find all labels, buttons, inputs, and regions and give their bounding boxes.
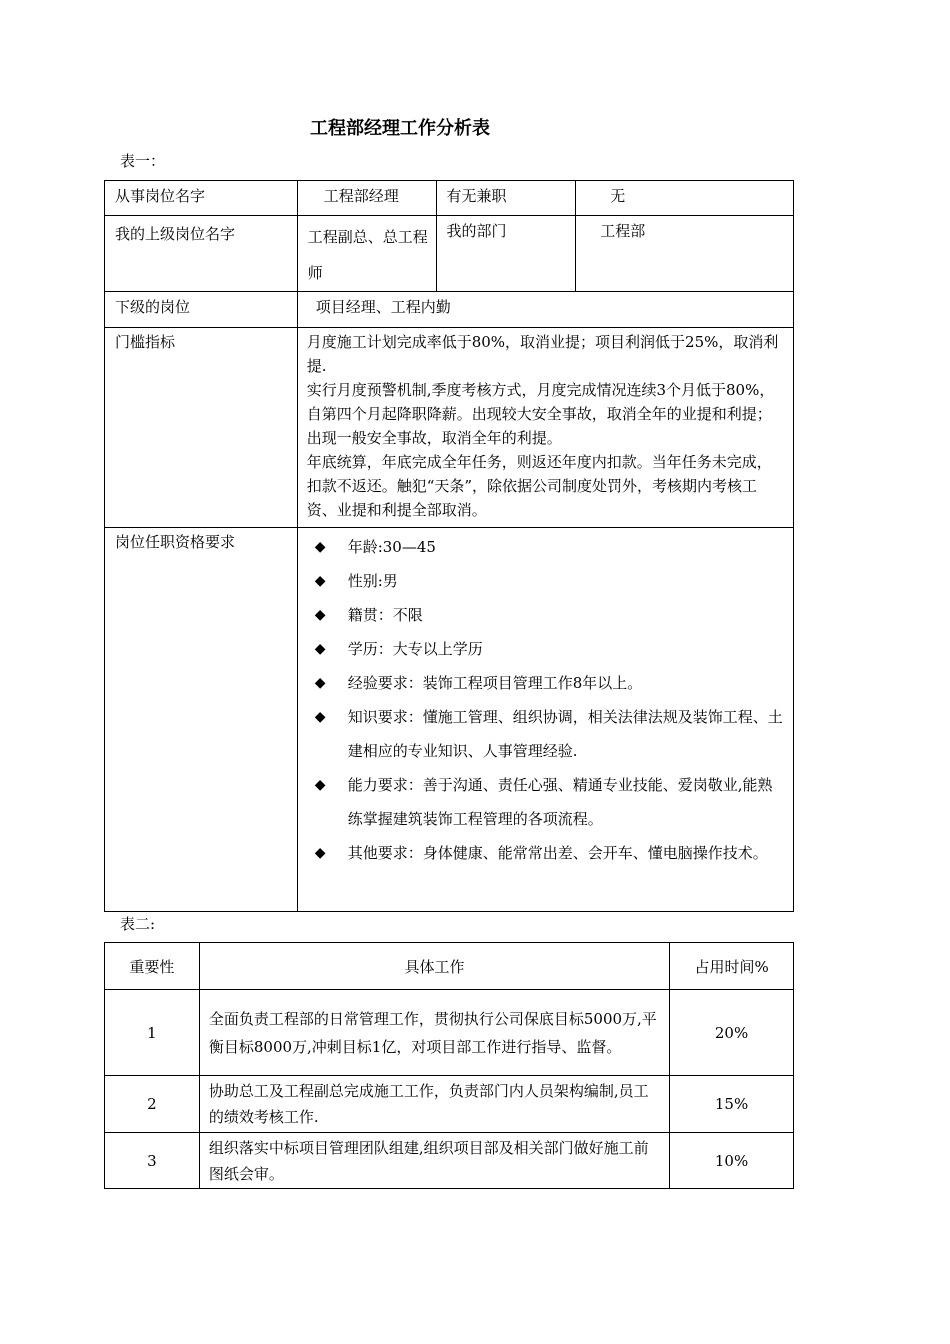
row-time: 10% <box>670 1133 794 1189</box>
table2-caption: 表二: <box>120 915 156 933</box>
header-time: 占用时间% <box>670 943 794 990</box>
threshold-paragraph: 年底统算，年底完成全年任务，则返还年度内扣款。当年任务未完成，扣款不返还。触犯“天条”，除依据公司制度处罚外，考核期内考核工资、业提和利提全部取消。 <box>306 453 772 519</box>
diamond-bullet-icon: ◆ <box>314 845 326 861</box>
list-item: ◆ 学历：大专以上学历 <box>298 632 785 666</box>
subordinate-label: 下级的岗位 <box>105 292 298 328</box>
diamond-bullet-icon: ◆ <box>314 675 326 691</box>
row-work: 协助总工及工程副总完成施工工作，负责部门内人员架构编制,员工的绩效考核工作. <box>199 1076 669 1133</box>
row-work: 全面负责工程部的日常管理工作，贯彻执行公司保底目标5000万,平衡目标8000万,冲刺目标1亿，对项目部工作进行指导、监督。 <box>199 990 669 1076</box>
qualification-label: 岗位任职资格要求 <box>105 528 298 912</box>
diamond-bullet-icon: ◆ <box>314 777 326 793</box>
threshold-paragraph: 月度施工计划完成率低于80%，取消业提；项目利润低于25%，取消利提. <box>306 333 779 375</box>
list-item: ◆ 经验要求：装饰工程项目管理工作8年以上。 <box>298 666 785 700</box>
table-row <box>105 1133 794 1189</box>
superior-value: 工程副总、总工程师 <box>297 216 436 292</box>
threshold-label: 门槛指标 <box>105 328 298 528</box>
diamond-bullet-icon: ◆ <box>314 573 326 589</box>
job-info-table <box>104 180 794 912</box>
row-time: 15% <box>670 1076 794 1133</box>
header-work: 具体工作 <box>199 943 669 990</box>
table1-caption: 表一： <box>120 152 166 170</box>
list-item: ◆ 年龄:30—45 <box>298 530 785 564</box>
subordinate-value: 项目经理、工程内勤 <box>297 292 793 328</box>
list-item: ◆ 籍贯：不限 <box>298 598 785 632</box>
list-item: ◆ 能力要求：善于沟通、责任心强、精通专业技能、爱岗敬业,能熟练掌握建筑装饰工程管理的各项流程。 <box>298 768 785 836</box>
table-row <box>105 1076 794 1133</box>
parttime-label: 有无兼职 <box>436 181 576 216</box>
row-rank: 1 <box>105 990 200 1076</box>
qualification-content <box>297 528 793 912</box>
page-title: 工程部经理工作分析表 <box>310 118 490 139</box>
diamond-bullet-icon: ◆ <box>314 709 326 725</box>
parttime-value: 无 <box>576 181 794 216</box>
list-item: ◆ 知识要求：懂施工管理、组织协调，相关法律法规及装饰工程、土建相应的专业知识、人事管理经验. <box>298 700 785 768</box>
threshold-content <box>297 328 793 528</box>
row-rank: 2 <box>105 1076 200 1133</box>
diamond-bullet-icon: ◆ <box>314 641 326 657</box>
position-label: 从事岗位名字 <box>105 181 298 216</box>
dept-label: 我的部门 <box>436 216 576 292</box>
row-rank: 3 <box>105 1133 200 1189</box>
work-table <box>104 942 794 1189</box>
dept-value: 工程部 <box>576 216 794 292</box>
header-importance: 重要性 <box>105 943 200 990</box>
list-item: ◆ 性别:男 <box>298 564 785 598</box>
qualification-list <box>298 530 785 870</box>
threshold-paragraph: 实行月度预警机制,季度考核方式，月度完成情况连续3个月低于80%，自第四个月起降职降薪。出现较大安全事故，取消全年的业提和利提；出现一般安全事故，取消全年的利提。 <box>306 381 775 447</box>
position-value: 工程部经理 <box>297 181 436 216</box>
row-time: 20% <box>670 990 794 1076</box>
table-row <box>105 990 794 1076</box>
row-work: 组织落实中标项目管理团队组建,组织项目部及相关部门做好施工前图纸会审。 <box>199 1133 669 1189</box>
superior-label: 我的上级岗位名字 <box>105 216 298 292</box>
diamond-bullet-icon: ◆ <box>314 539 326 555</box>
diamond-bullet-icon: ◆ <box>314 607 326 623</box>
list-item: ◆ 其他要求：身体健康、能常常出差、会开车、懂电脑操作技术。 <box>298 836 785 870</box>
